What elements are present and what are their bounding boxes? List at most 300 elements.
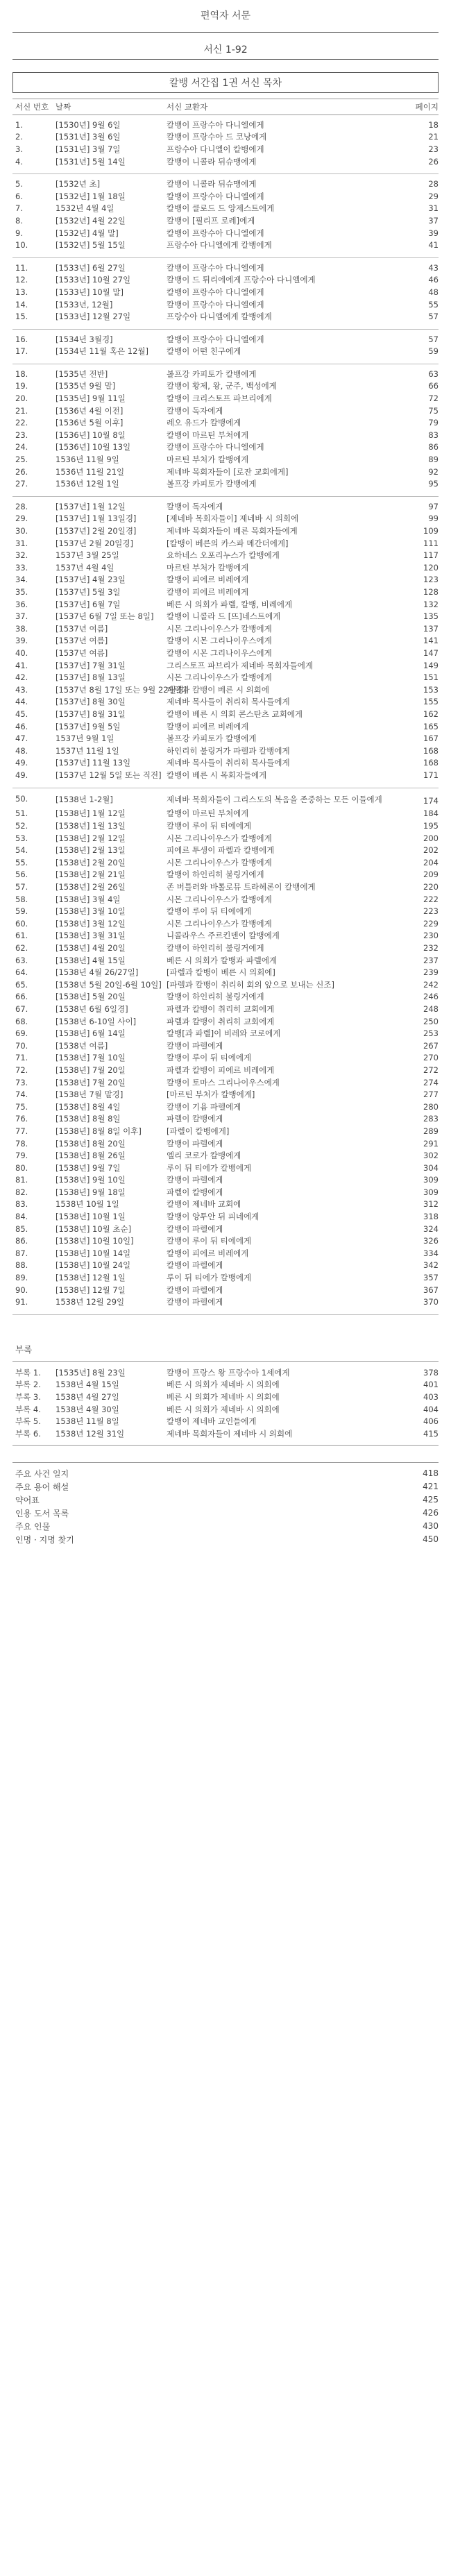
table-row — [12, 586, 439, 598]
table-row — [12, 155, 439, 168]
letter-correspondent: 칼뱅이 하인리히 불링거에게 — [167, 992, 264, 1002]
letter-correspondent: 칼뱅이 프랑수아 다니엘에게 — [167, 119, 264, 130]
letter-number: 53. — [15, 833, 28, 843]
letter-page: 147 — [423, 647, 439, 658]
letter-date: 1537년 11월 1일 — [56, 745, 119, 756]
letter-page: 117 — [423, 550, 439, 561]
table-row — [12, 881, 439, 893]
letter-correspondent: 칼뱅이 제네바 교회에 — [167, 1199, 241, 1210]
letter-page: 57 — [428, 334, 439, 344]
appendix-correspondent: 제네바 목회자들이 제네바 시 의회에 — [167, 1428, 293, 1439]
letter-correspondent: 칼뱅이 프랑수아 다니엘에게 — [167, 287, 264, 297]
letter-correspondent: 칼뱅이 피에르 비레에게 — [167, 721, 249, 731]
table-row — [12, 178, 439, 190]
letter-page: 63 — [428, 368, 439, 379]
letter-date: [1538년 7월 말경] — [56, 1090, 124, 1100]
letter-number: 33. — [15, 562, 28, 573]
letter-date: [1538년] 2월 12일 — [56, 833, 126, 843]
letter-number: 2. — [15, 132, 23, 142]
table-row — [12, 1076, 439, 1089]
letter-page: 59 — [428, 346, 439, 357]
table-body — [12, 115, 439, 1315]
letter-correspondent: 베른 시 의회가 파렐, 칼뱅, 비레에게 — [167, 599, 293, 609]
letter-page: 83 — [428, 430, 439, 440]
table-row — [12, 769, 439, 781]
table-row — [12, 1186, 439, 1198]
letter-date: [1538년] 6월 14일 — [56, 1028, 126, 1039]
letter-page: 283 — [423, 1114, 439, 1124]
letter-number: 69. — [15, 1028, 28, 1039]
letter-date: [1538년 1-2월] — [56, 794, 113, 804]
letter-date: 1537년 9월 1일 — [56, 734, 114, 744]
letter-number: 16. — [15, 334, 28, 344]
letter-correspondent: 칼뱅이 프랑수아 드 코낭에게 — [167, 132, 267, 142]
table-row — [12, 808, 439, 820]
letter-page: 109 — [423, 526, 439, 536]
table-row — [12, 119, 439, 131]
letter-number: 54. — [15, 845, 28, 856]
letter-correspondent: 루이 뒤 티에가 칼뱅에게 — [167, 1162, 252, 1173]
table-row — [12, 310, 439, 323]
letter-correspondent: 칼뱅이 시몬 그리나이우스에게 — [167, 636, 272, 646]
letter-number: 35. — [15, 586, 28, 597]
letter-page: 289 — [423, 1126, 439, 1136]
letter-number: 49. — [15, 770, 28, 780]
letter-number: 62. — [15, 943, 28, 954]
back-matter-label: 주요 용어 해설 — [15, 1482, 69, 1492]
letter-date: [1538년] 8월 4일 — [56, 1101, 121, 1112]
appendix-page: 378 — [423, 1367, 439, 1378]
letter-number: 49. — [15, 758, 28, 768]
table-row — [12, 274, 439, 287]
letter-number: 4. — [15, 156, 23, 167]
letter-number: 1. — [15, 119, 23, 130]
table-row — [12, 792, 439, 808]
letter-page: 334 — [423, 1248, 439, 1258]
letter-number: 19. — [15, 381, 28, 391]
letter-page: 229 — [423, 918, 439, 929]
letter-number: 55. — [15, 857, 28, 867]
letter-number: 48. — [15, 745, 28, 756]
letter-correspondent: 요하네스 오포리누스가 칼뱅에게 — [167, 550, 280, 561]
letter-date: [1538년] 2월 21일 — [56, 870, 126, 880]
letter-number: 12. — [15, 275, 28, 285]
letter-page: 232 — [423, 943, 439, 954]
letter-correspondent: 제네바 목회자들이 베른 목회자들에게 — [167, 526, 298, 536]
letter-correspondent: 존 버틀러와 바톨로뮤 트라헤론이 칼뱅에게 — [167, 882, 316, 892]
table-row — [12, 832, 439, 845]
table-row — [12, 500, 439, 513]
letter-date: [1533년] 10월 말] — [56, 287, 124, 297]
letter-number: 25. — [15, 455, 28, 465]
letter-number: 67. — [15, 1003, 28, 1014]
letter-date: [1537년 12월 5일 또는 직전] — [56, 770, 162, 780]
letter-date: [1533년] 12월 27일 — [56, 312, 131, 322]
letter-date: [1537년 6월 7일 또는 8일] — [56, 611, 154, 622]
letter-date: [1538년 6월 6일경] — [56, 1003, 128, 1014]
letter-date: [1538년] 10월 14일 — [56, 1248, 131, 1258]
letter-correspondent: 칼뱅이 마르틴 부처에게 — [167, 808, 249, 819]
appendix-correspondent: 칼뱅이 프랑스 왕 프랑수아 1세에게 — [167, 1367, 290, 1378]
table-row — [12, 954, 439, 967]
letter-page: 168 — [423, 745, 439, 756]
letter-date: [1538년] 8월 8일 이후] — [56, 1126, 142, 1136]
letter-number: 44. — [15, 697, 28, 707]
letter-correspondent: 칼뱅이 프랑수아 다니엘에게 — [167, 228, 264, 238]
letter-number: 28. — [15, 501, 28, 511]
letter-date: [1531년] 5월 14일 — [56, 156, 126, 167]
table-row — [12, 671, 439, 684]
letter-date: [1538년] 9월 18일 — [56, 1187, 126, 1197]
table-group — [12, 258, 439, 330]
letter-correspondent: 하인리히 불링거가 파렐과 칼뱅에게 — [167, 745, 290, 756]
letter-number: 27. — [15, 479, 28, 489]
table-row — [12, 991, 439, 1003]
back-matter-item — [12, 1480, 439, 1493]
letter-date: [1538년 6-10일 사이] — [56, 1016, 137, 1026]
letter-number: 85. — [15, 1223, 28, 1234]
letter-page: 99 — [428, 514, 439, 524]
letter-number: 66. — [15, 992, 28, 1002]
letter-page: 277 — [423, 1090, 439, 1100]
back-matter-label: 인명 · 지명 찾기 — [15, 1534, 74, 1545]
letter-correspondent: 피에르 투생이 파렐과 칼뱅에게 — [167, 845, 275, 856]
letter-date: [1538년] 2월 13일 — [56, 845, 126, 856]
letter-page: 123 — [423, 575, 439, 585]
letter-number: 31. — [15, 538, 28, 548]
letter-number: 60. — [15, 918, 28, 929]
table-row — [12, 1052, 439, 1065]
letter-correspondent: 그리스토프 파브리가 제네바 목회자들에게 — [167, 660, 313, 670]
table-row — [12, 966, 439, 978]
appendix-correspondent: 칼뱅이 제네바 교인들에게 — [167, 1416, 257, 1427]
letter-date: [1537년 8월 17일 또는 9월 22일경] — [56, 684, 187, 695]
letter-date: [1536년] 10월 13일 — [56, 442, 131, 452]
letter-correspondent: 칼뱅이 하인리히 불링거에게 — [167, 943, 264, 954]
table-row — [12, 1260, 439, 1272]
appendix-page: 404 — [423, 1404, 439, 1414]
table-row — [12, 441, 439, 454]
letter-date: 1532년 4월 4일 — [56, 203, 114, 214]
letter-date: 1538년 12월 29일 — [56, 1297, 125, 1307]
letter-number: 26. — [15, 466, 28, 477]
letter-correspondent: [파렐이 칼뱅에게] — [167, 1126, 230, 1136]
table-row — [12, 820, 439, 832]
letter-correspondent: 시몬 그리나이우스가 칼뱅에게 — [167, 857, 272, 867]
letter-date: [1538년 여름] — [56, 1040, 108, 1051]
letter-date: [1538년] 3월 4일 — [56, 894, 121, 904]
table-row — [12, 1137, 439, 1150]
letter-date: 1536년 12월 1일 — [56, 479, 119, 489]
letter-page: 79 — [428, 418, 439, 428]
letter-number: 59. — [15, 906, 28, 917]
letter-correspondent: 시몬 그리나이우스가 칼뱅에게 — [167, 623, 272, 634]
letter-number: 82. — [15, 1187, 28, 1197]
letter-number: 71. — [15, 1053, 28, 1063]
letter-page: 171 — [423, 770, 439, 780]
table-row — [12, 392, 439, 405]
table-row — [12, 635, 439, 647]
header-rule-bottom — [12, 59, 439, 60]
letter-page: 86 — [428, 442, 439, 452]
letter-number: 32. — [15, 550, 28, 561]
letter-page: 141 — [423, 636, 439, 646]
letter-number: 89. — [15, 1273, 28, 1283]
table-row — [12, 696, 439, 709]
letter-date: [1538년] 8월 20일 — [56, 1138, 126, 1149]
table-title: 칼뱅 서간집 1권 서신 목차 — [12, 72, 439, 93]
letter-page: 202 — [423, 845, 439, 856]
letter-date: [1538년] 2월 20일 — [56, 857, 126, 867]
letter-correspondent: 파렐과 칼뱅이 피에르 비레에게 — [167, 1065, 275, 1075]
table-row — [12, 930, 439, 942]
letter-page: 291 — [423, 1138, 439, 1149]
letter-number: 41. — [15, 660, 28, 670]
letter-number: 78. — [15, 1138, 28, 1149]
letter-correspondent: 시몬 그리나이우스가 칼뱅에게 — [167, 894, 272, 904]
table-row — [12, 905, 439, 917]
letter-number: 6. — [15, 191, 23, 201]
letter-date: [1537년 여름] — [56, 647, 108, 658]
appendix-number: 부록 1. — [15, 1367, 41, 1378]
letter-page: 204 — [423, 857, 439, 867]
letter-number: 39. — [15, 636, 28, 646]
letter-page: 367 — [423, 1285, 439, 1295]
letter-date: [1537년 여름] — [56, 636, 108, 646]
letter-date: [1532년] 4월 말] — [56, 228, 119, 238]
table-row — [12, 574, 439, 586]
letter-correspondent: 칼뱅이 피에르 비레에게 — [167, 575, 249, 585]
letter-correspondent: 칼뱅이 시몬 그리나이우스에게 — [167, 647, 272, 658]
letter-number: 88. — [15, 1260, 28, 1271]
letter-date: [1538년] 1월 12일 — [56, 808, 126, 819]
letter-date: [1538년] 9월 7일 — [56, 1162, 121, 1173]
appendix-date: 1538년 4월 30일 — [56, 1404, 119, 1414]
letter-date: [1532년] 4월 22일 — [56, 215, 126, 226]
letter-page: 155 — [423, 697, 439, 707]
appendix-date: 1538년 12월 31일 — [56, 1428, 125, 1439]
letter-number: 18. — [15, 368, 28, 379]
back-matter-page: 425 — [423, 1495, 439, 1505]
appendix-page: 406 — [423, 1416, 439, 1427]
letter-number: 81. — [15, 1175, 28, 1185]
table-row — [12, 227, 439, 239]
letter-page: 267 — [423, 1040, 439, 1051]
letter-page: 220 — [423, 882, 439, 892]
letter-page: 270 — [423, 1053, 439, 1063]
letter-date: [1537년 여름] — [56, 623, 108, 634]
letter-date: [1537년] 6월 7일 — [56, 599, 121, 609]
letter-number: 7. — [15, 203, 23, 214]
table-row — [12, 1271, 439, 1284]
letter-number: 46. — [15, 721, 28, 731]
table-row — [12, 1040, 439, 1052]
table-row — [12, 1149, 439, 1162]
letter-correspondent: 시몬 그리나이우스가 칼뱅에게 — [167, 918, 272, 929]
table-row — [12, 1113, 439, 1126]
letter-number: 64. — [15, 967, 28, 978]
letter-number: 74. — [15, 1090, 28, 1100]
letter-correspondent: [파렐과 칼뱅이 베른 시 의회에] — [167, 967, 275, 978]
table-row — [12, 978, 439, 991]
appendix-row — [12, 1366, 439, 1379]
back-matter-item — [12, 1520, 439, 1533]
letter-page: 26 — [428, 156, 439, 167]
letter-number: 76. — [15, 1114, 28, 1124]
letter-date: [1530년] 9월 6일 — [56, 119, 121, 130]
back-matter-page: 426 — [423, 1508, 439, 1518]
letter-correspondent: 칼뱅이 하인리히 불링거에게 — [167, 870, 264, 880]
letter-page: 111 — [423, 538, 439, 548]
back-matter-list — [12, 1462, 439, 1546]
letter-correspondent: 칼뱅이 앙투안 뒤 피네에게 — [167, 1212, 259, 1222]
table-group — [12, 330, 439, 364]
letter-date: [1534년 3월경] — [56, 334, 113, 344]
letter-date: [1538년] 7월 20일 — [56, 1077, 126, 1087]
table-row — [12, 1162, 439, 1174]
table-row — [12, 1198, 439, 1211]
letter-page: 18 — [428, 119, 439, 130]
letter-date: 1536년 11월 21일 — [56, 466, 125, 477]
table-row — [12, 708, 439, 720]
letter-correspondent: 파렐과 칼뱅이 베른 시 의회에 — [167, 684, 269, 695]
table-group — [12, 788, 439, 1315]
table-row — [12, 684, 439, 696]
letter-page: 95 — [428, 479, 439, 489]
appendix-row — [12, 1415, 439, 1427]
letter-correspondent: 칼뱅이 루이 뒤 티에에게 — [167, 821, 252, 831]
back-matter-page: 418 — [423, 1468, 439, 1479]
table-row — [12, 405, 439, 417]
table-row — [12, 917, 439, 930]
table-row — [12, 429, 439, 441]
table-row — [12, 513, 439, 525]
letter-correspondent: 칼뱅이 토마스 그리나이우스에게 — [167, 1077, 280, 1087]
appendix-date: [1535년] 8월 23일 — [56, 1367, 126, 1378]
letter-date: [1536년 4월 이전] — [56, 405, 124, 416]
appendix-number: 부록 2. — [15, 1380, 41, 1390]
column-header-no: 서신 번호 — [15, 102, 49, 112]
letter-date: [1533년, 12월] — [56, 299, 113, 310]
table-row — [12, 298, 439, 311]
table-group — [12, 364, 439, 497]
letter-page: 242 — [423, 979, 439, 990]
appendix-section — [0, 1343, 451, 1446]
appendix-correspondent: 베른 시 의회가 제네바 시 의회에 — [167, 1380, 280, 1390]
letter-number: 57. — [15, 882, 28, 892]
column-header-date: 날짜 — [56, 102, 71, 112]
table-row — [12, 610, 439, 622]
letter-number: 30. — [15, 526, 28, 536]
letter-page: 31 — [428, 203, 439, 214]
table-row — [12, 1027, 439, 1040]
letter-correspondent: 칼뱅이 피에르 비레에게 — [167, 586, 249, 597]
back-matter-item — [12, 1507, 439, 1520]
letter-page: 66 — [428, 381, 439, 391]
letter-page: 250 — [423, 1016, 439, 1026]
letter-number: 91. — [15, 1297, 28, 1307]
letter-date: [1538년] 10월 24일 — [56, 1260, 131, 1271]
table-row — [12, 1235, 439, 1247]
letter-date: 1537년 3월 25일 — [56, 550, 119, 561]
back-matter-page: 430 — [423, 1521, 439, 1532]
appendix-date: 1538년 4월 15일 — [56, 1380, 119, 1390]
table-row — [12, 1223, 439, 1235]
letter-date: [1537년] 8월 13일 — [56, 672, 126, 683]
table-row — [12, 745, 439, 757]
letter-number: 38. — [15, 623, 28, 634]
letter-correspondent: 볼프강 카피토가 칼뱅에게 — [167, 368, 257, 379]
letter-correspondent: 프랑수아 다니엘에게 칼뱅에게 — [167, 240, 272, 251]
appendix-row — [12, 1403, 439, 1416]
table-group — [12, 497, 439, 788]
table-row — [12, 1174, 439, 1187]
letter-page: 153 — [423, 684, 439, 695]
letter-correspondent: 제네바 목사들이 취리히 목사들에게 — [167, 697, 290, 707]
letter-number: 17. — [15, 346, 28, 357]
letter-correspondent: [제네바 목회자들이] 제네바 시 의회에 — [167, 514, 299, 524]
letter-correspondent: 칼뱅이 파렐에게 — [167, 1223, 223, 1234]
letter-correspondent: 프랑수아 다니엘이 칼뱅에게 — [167, 144, 264, 154]
letter-page: 253 — [423, 1028, 439, 1039]
back-matter-label: 주요 사건 일지 — [15, 1468, 69, 1479]
back-matter-page: 450 — [423, 1534, 439, 1545]
letter-page: 168 — [423, 758, 439, 768]
letter-date: [1537년] 9월 5일 — [56, 721, 121, 731]
letter-date: [1538년] 10월 초순] — [56, 1223, 132, 1234]
letter-page: 75 — [428, 405, 439, 416]
table-row — [12, 262, 439, 274]
letter-correspondent: 베른 시 의회가 칼뱅과 파렐에게 — [167, 955, 278, 965]
letter-correspondent: 칼뱅이 프랑수아 다니엘에게 — [167, 334, 264, 344]
letter-date: [1532년] 1월 18일 — [56, 191, 126, 201]
letter-date: [1538년] 4월 15일 — [56, 955, 126, 965]
letter-correspondent: 볼프강 카피토가 칼뱅에게 — [167, 479, 257, 489]
letter-number: 70. — [15, 1040, 28, 1051]
appendix-date: 1538년 4월 27일 — [56, 1392, 119, 1403]
appendix-number: 부록 3. — [15, 1392, 41, 1403]
table-row — [12, 869, 439, 881]
letter-page: 174 — [423, 795, 439, 806]
letter-page: 92 — [428, 466, 439, 477]
letter-page: 184 — [423, 808, 439, 819]
letter-page: 29 — [428, 191, 439, 201]
table-row — [12, 1015, 439, 1028]
letter-number: 73. — [15, 1077, 28, 1087]
letter-number: 75. — [15, 1101, 28, 1112]
letter-date: [1537년] 11월 13일 — [56, 758, 131, 768]
letter-page: 97 — [428, 501, 439, 511]
letter-number: 10. — [15, 240, 28, 251]
letter-page: 195 — [423, 821, 439, 831]
letter-number: 22. — [15, 418, 28, 428]
letter-number: 50. — [15, 793, 28, 804]
letter-correspondent: 칼뱅이 루이 뒤 티에에게 — [167, 1236, 252, 1246]
letter-correspondent: 엘리 코로가 칼뱅에게 — [167, 1151, 241, 1161]
letter-date: [1538년] 3월 10일 — [56, 906, 126, 917]
letter-page: 28 — [428, 179, 439, 189]
letter-number: 29. — [15, 514, 28, 524]
letter-number: 47. — [15, 734, 28, 744]
letter-date: [1537년] 8월 30일 — [56, 697, 126, 707]
appendix-page: 403 — [423, 1392, 439, 1403]
letter-correspondent: 칼뱅이 프랑수아 다니엘에게 — [167, 442, 264, 452]
letter-number: 72. — [15, 1065, 28, 1075]
table-row — [12, 844, 439, 856]
letter-number: 11. — [15, 262, 28, 273]
table-row — [12, 143, 439, 155]
letter-date: 1538년 10월 1일 — [56, 1199, 119, 1210]
